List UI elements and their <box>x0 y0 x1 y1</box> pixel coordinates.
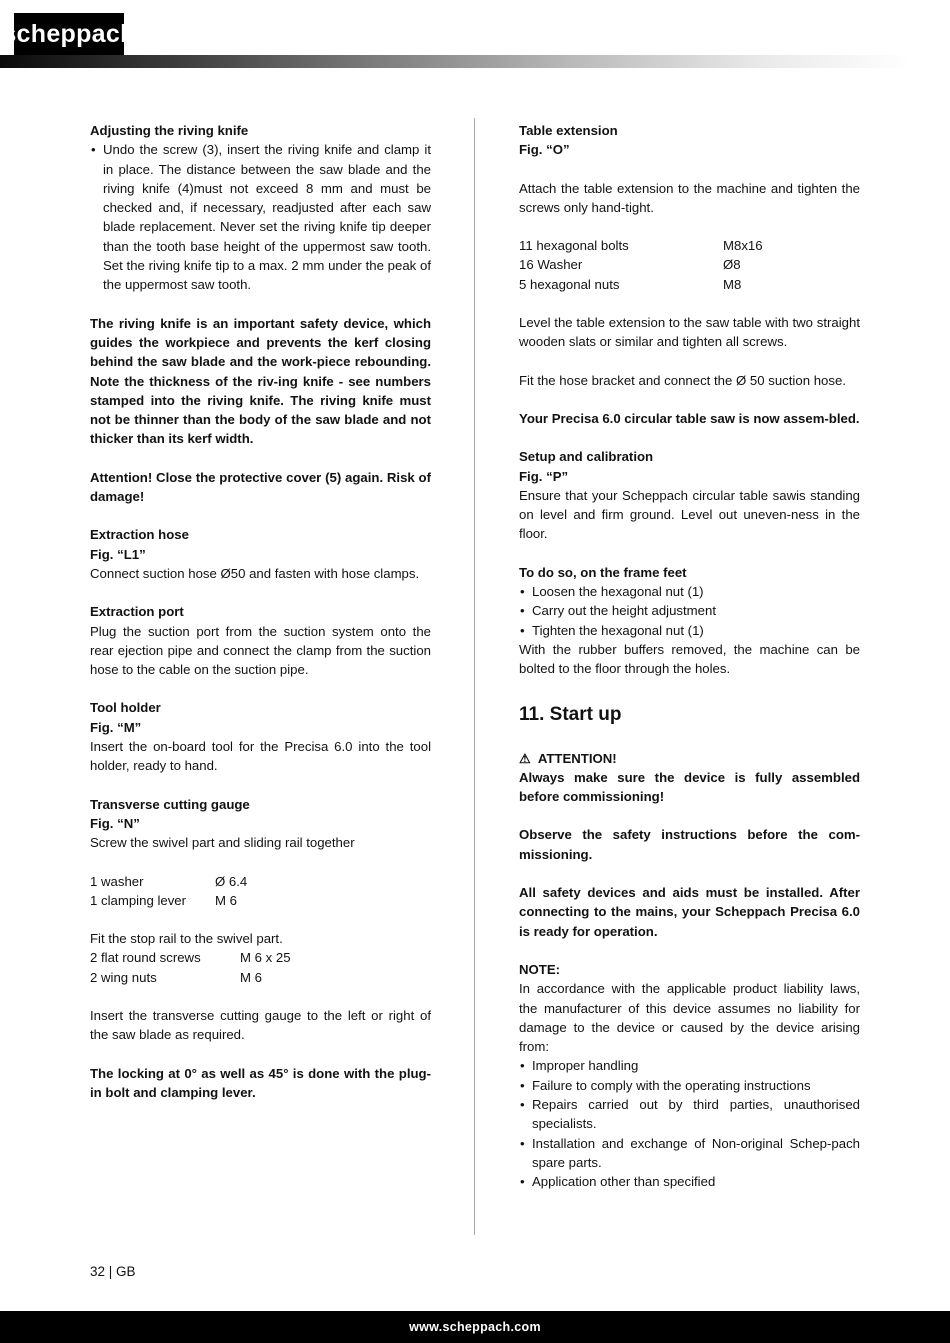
heading: Fig. “P” <box>519 468 569 484</box>
attention-line <box>519 749 860 768</box>
spec-row <box>90 968 431 987</box>
spacer <box>519 160 860 179</box>
spacer <box>519 294 860 313</box>
spacer <box>519 390 860 409</box>
heading: To do so, on the frame feet <box>519 564 687 580</box>
bold-paragraph: Always make sure the device is fully assembled before commissioning! <box>519 769 860 805</box>
spec-value: M8 <box>723 276 742 292</box>
bold-paragraph: All safety devices and aids must be installed. After connecting to the mains, your Scheppach Precisa 6.0 is ready for operation. <box>519 885 860 939</box>
spec-label: 1 washer <box>90 873 144 889</box>
spec-row <box>90 891 431 910</box>
heading: Fig. “M” <box>90 719 142 735</box>
paragraph: Screw the swivel part and sliding rail together <box>90 835 355 851</box>
paragraph: Connect suction hose Ø50 and fasten with hose clamps. <box>90 565 420 581</box>
spacer <box>519 217 860 236</box>
bullet-item: • Loosen the hexagonal nut (1) <box>519 582 860 601</box>
bold-paragraph: Observe the safety instructions before the com-missioning. <box>519 827 860 862</box>
paragraph: Insert the on-board tool for the Precisa 6.0 into the tool holder, ready to hand. <box>90 739 431 774</box>
paragraph: Attach the table extension to the machine and tighten the screws only hand-tight. <box>519 180 860 215</box>
heading: Table extension <box>519 123 618 138</box>
heading: Setup and calibration <box>519 449 654 465</box>
heading: Extraction port <box>90 604 184 620</box>
bullet-item: • Tighten the hexagonal nut (1) <box>519 621 860 640</box>
section-heading: 11. Start up <box>519 703 622 725</box>
spacer <box>519 864 860 883</box>
paragraph: Plug the suction port from the suction system onto the rear ejection pipe and connect the clamp from the suction hose to the cable on the suction pipe. <box>90 623 431 678</box>
bullet-item: • Improper handling <box>519 1056 860 1075</box>
spec-row <box>90 948 431 967</box>
spacer <box>90 295 431 314</box>
paragraph: Ensure that your Scheppach circular table sawis standing on level and firm ground. Level out uneven-ness in the floor. <box>519 487 860 542</box>
spacer <box>90 679 431 698</box>
footer-url: www.scheppach.com <box>409 1320 541 1334</box>
right-column <box>519 121 860 1191</box>
spacer <box>90 853 431 872</box>
paragraph: Level the table extension to the saw table with two straight wooden slats or similar and tighten all screws. <box>519 315 860 350</box>
bullet-item: • Failure to comply with the operating instructions <box>519 1076 860 1095</box>
spec-row <box>519 236 860 255</box>
header-gradient-bar <box>0 55 950 68</box>
heading: Transverse cutting gauge <box>90 796 250 812</box>
bold-paragraph: Your Precisa 6.0 circular table saw is now assem-bled. <box>519 410 860 426</box>
spec-value: M 6 <box>240 969 262 985</box>
brand-logo <box>2 13 136 55</box>
heading: Fig. “N” <box>90 815 140 831</box>
spacer <box>519 352 860 371</box>
left-column <box>90 121 431 1102</box>
spec-label: 16 Washer <box>519 257 583 273</box>
spacer <box>90 449 431 468</box>
spacer <box>519 544 860 563</box>
brand-logo-text: scheppach <box>2 19 136 48</box>
bullet-item: • Undo the screw (3), insert the riving knife and clamp it in place. The distance between the saw blade and the riving knife (4)must not exceed 8 mm and must be checked and, if necessary, readjusted after each saw blade replacement. Never set the riving knife tip deeper than the tooth base height of the uppermost saw tooth. Set the riving knife tip to a max. 2 mm under the peak of the uppermost saw tooth. <box>90 140 431 294</box>
spec-value: Ø 6.4 <box>215 873 248 889</box>
spec-label: 1 clamping lever <box>90 892 187 908</box>
spec-value: M 6 x 25 <box>240 950 291 966</box>
heading: Adjusting the riving knife <box>90 123 249 138</box>
heading: Fig. “O” <box>519 142 570 158</box>
heading: Tool holder <box>90 700 161 716</box>
heading: NOTE: <box>519 961 561 977</box>
spacer <box>519 941 860 960</box>
spacer <box>90 1045 431 1064</box>
spec-label: 2 flat round screws <box>90 950 201 966</box>
spec-label: 5 hexagonal nuts <box>519 276 620 292</box>
spacer <box>519 806 860 825</box>
spec-row <box>519 275 860 294</box>
bullet-item: • Carry out the height adjustment <box>519 601 860 620</box>
bullet-item: • Repairs carried out by third parties, unauthorised specialists. <box>519 1095 860 1134</box>
bold-paragraph: The riving knife is an important safety device, which guides the workpiece and prevents the kerf closing behind the saw blade and the work-piece rebounding. Note the thickness of the riv-ing knife - see numbers stamped into the riving knife. The riving knife must not be thinner than the body of the saw blade and not thicker than its kerf width. <box>90 315 431 447</box>
spec-row <box>519 255 860 274</box>
bullet-item: • Application other than specified <box>519 1172 860 1191</box>
warning-icon: ⚠ <box>519 750 531 766</box>
spec-row <box>90 872 431 891</box>
heading: Extraction hose <box>90 527 189 543</box>
spacer <box>90 776 431 795</box>
bold-paragraph: The locking at 0° as well as 45° is done with the plug-in bolt and clamping lever. <box>90 1065 431 1100</box>
spec-value: M8x16 <box>723 238 763 254</box>
bullet-item: • Installation and exchange of Non-original Schep-pach spare parts. <box>519 1134 860 1173</box>
spacer <box>90 506 431 525</box>
paragraph: Fit the stop rail to the swivel part. <box>90 931 283 947</box>
spec-label: 2 wing nuts <box>90 969 157 985</box>
paragraph: Insert the transverse cutting gauge to the left or right of the saw blade as required. <box>90 1007 431 1043</box>
spec-value: M 6 <box>215 892 237 908</box>
spec-label: 11 hexagonal bolts <box>519 238 629 254</box>
paragraph: In accordance with the applicable product liability laws, the manufacturer of this device assumes no liability for damage to the device or caused by the device arising from: <box>519 981 860 1055</box>
spacer <box>519 730 860 749</box>
page-number: 32 | GB <box>90 1264 136 1279</box>
attention-label: ATTENTION! <box>537 750 617 766</box>
spacer <box>519 428 860 447</box>
bold-paragraph: Attention! Close the protective cover (5) again. Risk of damage! <box>90 469 431 505</box>
spec-value: Ø8 <box>723 257 741 273</box>
spacer <box>90 583 431 602</box>
spacer <box>90 910 431 929</box>
paragraph: With the rubber buffers removed, the machine can be bolted to the floor through the holes. <box>519 641 860 677</box>
footer-bar <box>0 1311 950 1343</box>
paragraph: Fit the hose bracket and connect the Ø 50 suction hose. <box>519 372 846 388</box>
spacer <box>519 679 860 698</box>
column-divider <box>474 118 475 1235</box>
spacer <box>90 987 431 1006</box>
heading: Fig. “L1” <box>90 546 146 562</box>
